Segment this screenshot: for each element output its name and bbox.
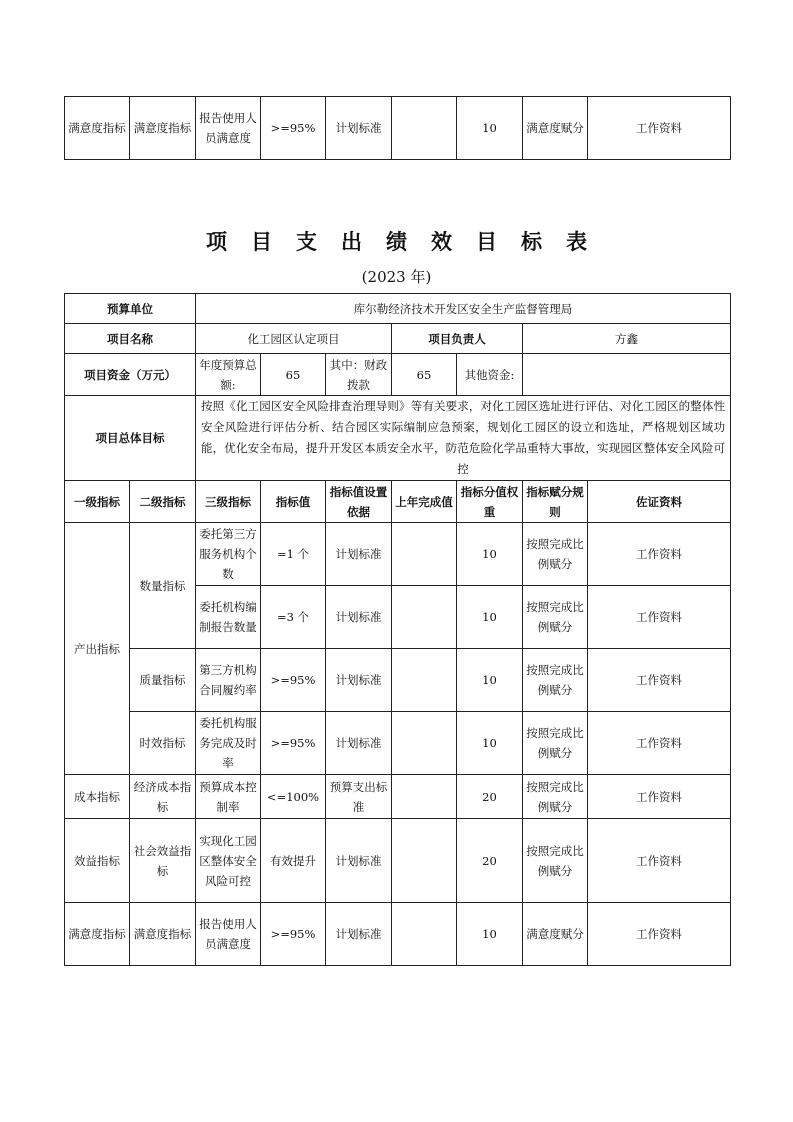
other-funding-value xyxy=(523,354,731,396)
cell-weight: 10 xyxy=(457,586,523,649)
cell-level2: 经济成本指标 xyxy=(130,775,196,819)
cell-evidence: 工作资料 xyxy=(588,903,731,966)
cell-level3: 委托第三方服务机构个数 xyxy=(196,523,261,586)
project-fund-label: 项目资金（万元） xyxy=(65,354,196,396)
cell-value: >=95% xyxy=(261,903,326,966)
cell-level2: 时效指标 xyxy=(130,712,196,775)
project-name-label: 项目名称 xyxy=(65,324,196,354)
cell-weight: 10 xyxy=(457,903,523,966)
budget-unit-label: 预算单位 xyxy=(65,294,196,324)
cell-value: >=95% xyxy=(261,712,326,775)
group-quantity: 数量指标 xyxy=(130,523,196,649)
annual-budget-value: 65 xyxy=(261,354,326,396)
fiscal-funding-value: 65 xyxy=(392,354,457,396)
cell-value: <=100% xyxy=(261,775,326,819)
header-value: 指标值 xyxy=(261,481,326,523)
cell-evidence: 工作资料 xyxy=(588,97,731,160)
table-row xyxy=(65,775,731,819)
header-basis: 指标值设置依据 xyxy=(326,481,392,523)
cell-level3: 预算成本控制率 xyxy=(196,775,261,819)
header-last-year: 上年完成值 xyxy=(392,481,457,523)
cell-level2: 满意度指标 xyxy=(130,97,196,160)
cell-evidence: 工作资料 xyxy=(588,775,731,819)
cell-level3: 第三方机构合同履约率 xyxy=(196,649,261,712)
cell-level2: 满意度指标 xyxy=(130,903,196,966)
table-row xyxy=(65,396,731,481)
cell-rule: 满意度赋分 xyxy=(523,97,588,160)
cell-last-year xyxy=(392,586,457,649)
group-satisfaction: 满意度指标 xyxy=(65,903,130,966)
cell-last-year xyxy=(392,523,457,586)
group-benefit: 效益指标 xyxy=(65,819,130,903)
cell-value: =3 个 xyxy=(261,586,326,649)
group-cost: 成本指标 xyxy=(65,775,130,819)
cell-evidence: 工作资料 xyxy=(588,523,731,586)
project-name-value: 化工园区认定项目 xyxy=(196,324,392,354)
header-level1: 一级指标 xyxy=(65,481,130,523)
cell-value: >=95% xyxy=(261,97,326,160)
cell-basis: 计划标准 xyxy=(326,903,392,966)
cell-basis: 计划标准 xyxy=(326,649,392,712)
table-row xyxy=(65,523,731,586)
cell-basis: 计划标准 xyxy=(326,586,392,649)
overall-goal-label: 项目总体目标 xyxy=(65,396,196,481)
header-level3: 三级指标 xyxy=(196,481,261,523)
cell-rule: 满意度赋分 xyxy=(523,903,588,966)
cell-evidence: 工作资料 xyxy=(588,649,731,712)
cell-rule: 按照完成比例赋分 xyxy=(523,819,588,903)
project-leader-value: 方鑫 xyxy=(523,324,731,354)
table-row xyxy=(65,294,731,324)
table-row xyxy=(65,819,731,903)
page-title: 项目支出绩效目标表 xyxy=(206,230,611,254)
cell-evidence: 工作资料 xyxy=(588,586,731,649)
previous-table-fragment xyxy=(64,96,731,160)
project-leader-label: 项目负责人 xyxy=(392,324,523,354)
cell-evidence: 工作资料 xyxy=(588,712,731,775)
other-funding-label: 其他资金: xyxy=(457,354,523,396)
table-row xyxy=(65,649,731,712)
cell-basis: 预算支出标准 xyxy=(326,775,392,819)
cell-level3: 委托机构编制报告数量 xyxy=(196,586,261,649)
cell-rule: 按照完成比例赋分 xyxy=(523,523,588,586)
table-row xyxy=(65,97,731,160)
cell-level3: 报告使用人员满意度 xyxy=(196,903,261,966)
cell-last-year xyxy=(392,649,457,712)
cell-rule: 按照完成比例赋分 xyxy=(523,649,588,712)
cell-level1: 满意度指标 xyxy=(65,97,130,160)
fiscal-funding-label: 其中：财政拨款 xyxy=(326,354,392,396)
cell-last-year xyxy=(392,97,457,160)
annual-budget-label: 年度预算总额: xyxy=(196,354,261,396)
year-subtitle: (2023 年) xyxy=(361,268,432,286)
cell-rule: 按照完成比例赋分 xyxy=(523,775,588,819)
header-evidence: 佐证资料 xyxy=(588,481,731,523)
table-row xyxy=(65,712,731,775)
cell-basis: 计划标准 xyxy=(326,819,392,903)
cell-last-year xyxy=(392,775,457,819)
cell-basis: 计划标准 xyxy=(326,97,392,160)
cell-rule: 按照完成比例赋分 xyxy=(523,586,588,649)
cell-basis: 计划标准 xyxy=(326,712,392,775)
cell-evidence: 工作资料 xyxy=(588,819,731,903)
cell-basis: 计划标准 xyxy=(326,523,392,586)
cell-level3: 实现化工园区整体安全风险可控 xyxy=(196,819,261,903)
cell-rule: 按照完成比例赋分 xyxy=(523,712,588,775)
cell-weight: 10 xyxy=(457,712,523,775)
header-level2: 二级指标 xyxy=(130,481,196,523)
header-weight: 指标分值权重 xyxy=(457,481,523,523)
cell-weight: 20 xyxy=(457,819,523,903)
cell-weight: 10 xyxy=(457,649,523,712)
cell-level2: 社会效益指标 xyxy=(130,819,196,903)
overall-goal-value: 按照《化工园区安全风险排查治理导则》等有关要求，对化工园区选址进行评估、对化工园区的整体性安全风险进行评估分析、结合园区实际编制应急预案，规划化工园区的设立和选址，严格规划区域功能，优化安全布局，提升开发区本质安全水平，防范危险化学品重特大事故，实现园区整体安全风险可控 xyxy=(196,396,731,481)
cell-value: 有效提升 xyxy=(261,819,326,903)
table-row xyxy=(65,354,731,396)
cell-level3: 委托机构服务完成及时率 xyxy=(196,712,261,775)
table-row xyxy=(65,324,731,354)
header-rule: 指标赋分规则 xyxy=(523,481,588,523)
table-header-row xyxy=(65,481,731,523)
cell-level3: 报告使用人员满意度 xyxy=(196,97,261,160)
cell-weight: 10 xyxy=(457,523,523,586)
cell-value: >=95% xyxy=(261,649,326,712)
cell-value: =1 个 xyxy=(261,523,326,586)
budget-unit-value: 库尔勒经济技术开发区安全生产监督管理局 xyxy=(196,294,731,324)
cell-weight: 20 xyxy=(457,775,523,819)
group-output: 产出指标 xyxy=(65,523,130,775)
cell-last-year xyxy=(392,819,457,903)
cell-last-year xyxy=(392,712,457,775)
cell-last-year xyxy=(392,903,457,966)
cell-weight: 10 xyxy=(457,97,523,160)
cell-level2: 质量指标 xyxy=(130,649,196,712)
table-row xyxy=(65,903,731,966)
performance-table xyxy=(64,293,731,966)
